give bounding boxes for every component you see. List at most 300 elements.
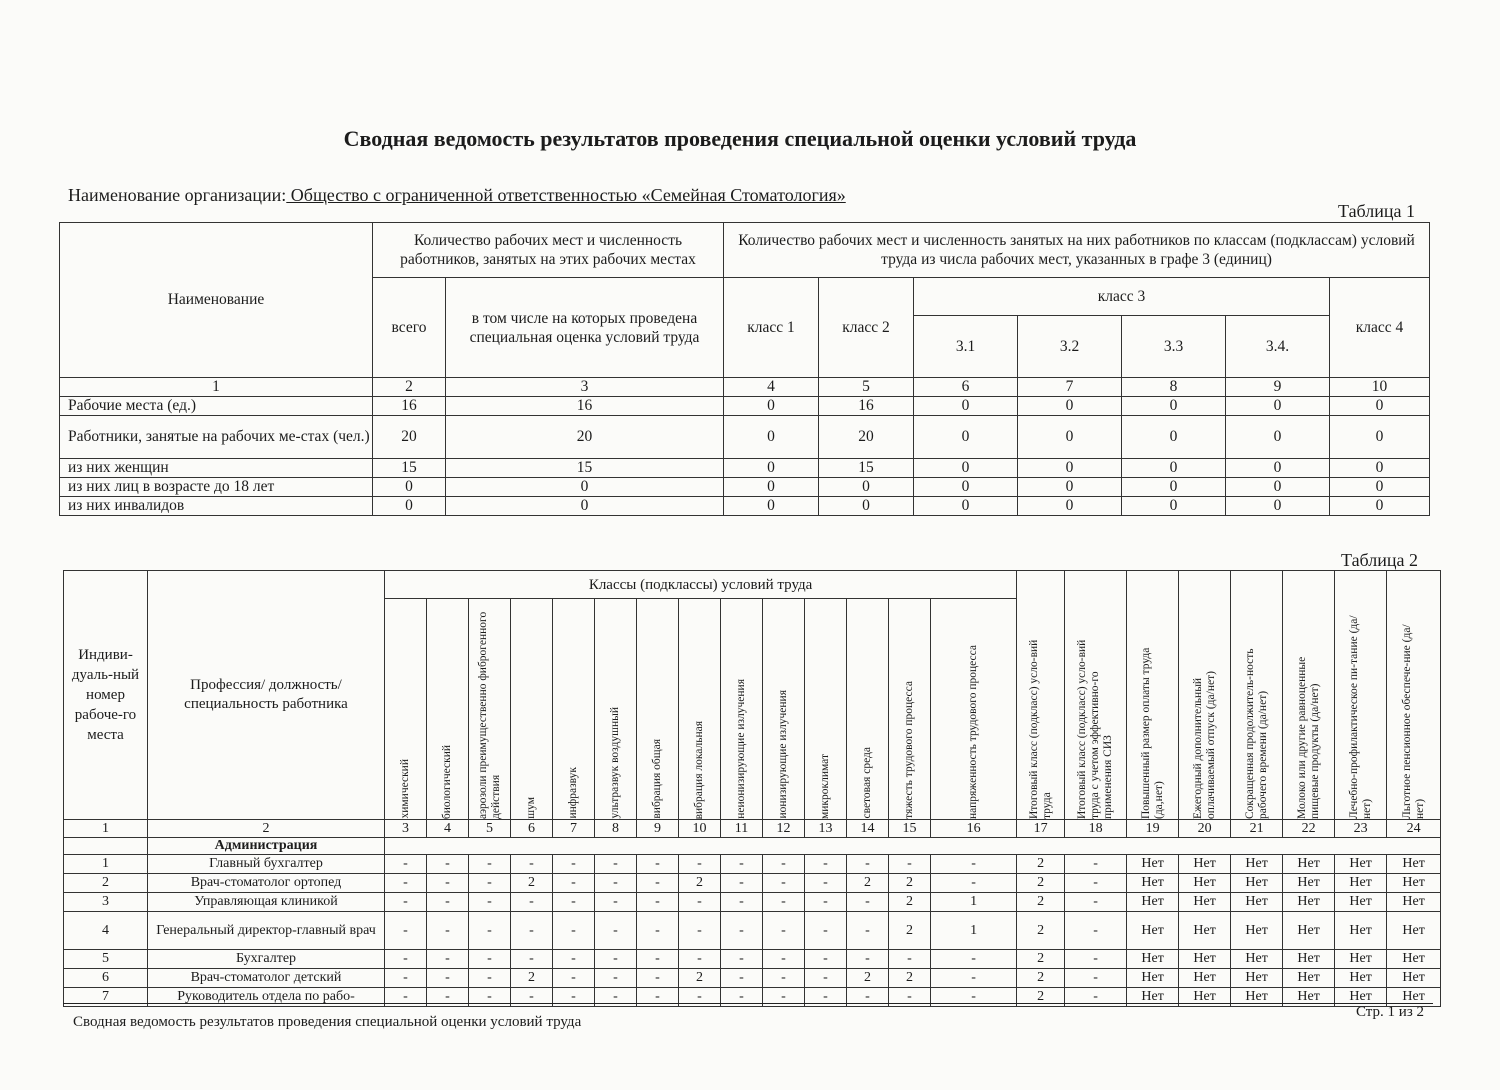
t1-cell: 20 [446,416,724,459]
t2-cell: - [889,950,931,969]
t2-cell: - [553,988,595,1007]
t2-header-extra-18: Итоговый класс (подкласс) усло-вий труда с учетом эффективно-го применения СИЗ [1065,571,1127,820]
t1-header-group-a: Количество рабочих мест и численность работников, занятых на этих рабочих местах [373,223,724,278]
t1-col-number: 3 [446,378,724,397]
t2-col-number: 16 [931,820,1017,838]
t2-cell: - [595,912,637,950]
t2-cell: 2 [1017,874,1065,893]
t2-cell: Нет [1127,912,1179,950]
t1-cell: 15 [819,459,914,478]
t1-col-number: 10 [1330,378,1430,397]
t2-factor-label: ультразвук воздушный [609,707,621,819]
t2-cell: - [679,912,721,950]
t2-cell: 1 [931,912,1017,950]
t2-cell: - [469,969,511,988]
t1-cell: 0 [1122,416,1226,459]
t2-cell: 2 [1017,912,1065,950]
t2-col-number: 23 [1335,820,1387,838]
t1-row [60,497,1430,516]
t2-col-number: 20 [1179,820,1231,838]
t2-cell: - [1065,855,1127,874]
t2-cell: 2 [511,874,553,893]
t2-cell: - [469,988,511,1007]
t2-header-extra-17: Итоговый класс (подкласс) усло-вий труда [1017,571,1065,820]
t2-factor-label: ионизирующие излучения [777,690,789,819]
t2-cell: - [847,855,889,874]
t2-header-extra-24: Льготное пенсионное обеспече-ние (да/нет) [1387,571,1441,820]
t2-cell: - [847,893,889,912]
t2-cell: - [385,893,427,912]
t2-row-profession: Бухгалтер [148,950,385,969]
t2-cell: - [931,874,1017,893]
t1-cell: 0 [724,497,819,516]
t2-col-number: 24 [1387,820,1441,838]
t2-cell: - [511,893,553,912]
t2-row-id: 6 [64,969,148,988]
t2-cell: Нет [1231,950,1283,969]
t1-cell: 20 [819,416,914,459]
t1-row-label: из них инвалидов [60,497,373,516]
t2-cell: - [511,855,553,874]
t2-factor-label: напряженность трудового процесса [967,645,980,819]
t1-cell: 0 [446,478,724,497]
t2-factor-label: вибрация локальная [693,720,705,819]
t2-cell: - [721,855,763,874]
t2-cell: 2 [1017,969,1065,988]
t2-cell: - [805,912,847,950]
t2-col-number: 18 [1065,820,1127,838]
t2-cell: - [1065,912,1127,950]
t2-cell: - [595,950,637,969]
t2-cell: Нет [1283,950,1335,969]
document-title: Сводная ведомость результатов проведения специальной оценки условий труда [343,126,1137,151]
t2-header-id: Индиви-дуаль-ный номер рабоче-го места [64,571,148,820]
t1-cell: 0 [373,478,446,497]
t2-row-id: 7 [64,988,148,1007]
t1-cell: 0 [1226,459,1330,478]
t2-cell: - [595,874,637,893]
t2-factor-header [637,599,679,820]
t2-row-id: 3 [64,893,148,912]
t2-factor-header [553,599,595,820]
t2-cell: Нет [1335,874,1387,893]
t2-cell: - [805,969,847,988]
t2-factor-label: световая среда [861,747,873,819]
t1-row [60,459,1430,478]
table1-caption: Таблица 1 [1338,201,1415,221]
t2-cell: - [721,969,763,988]
t2-cell: - [637,893,679,912]
t2-factor-label: микроклимат [819,753,831,819]
t2-cell: - [511,912,553,950]
t2-col-number: 22 [1283,820,1335,838]
t2-col-number: 21 [1231,820,1283,838]
t1-cell: 0 [1330,497,1430,516]
t2-cell: Нет [1387,893,1441,912]
t2-cell: Нет [1335,912,1387,950]
t2-cell: - [385,950,427,969]
t2-cell: Нет [1127,969,1179,988]
t2-cell: Нет [1335,969,1387,988]
t2-factor-header [805,599,847,820]
t1-cell: 0 [1226,478,1330,497]
t2-cell: - [427,893,469,912]
t2-cell: Нет [1231,988,1283,1007]
t1-cell: 0 [914,478,1018,497]
t2-cell: - [553,912,595,950]
t2-cell: Нет [1387,912,1441,950]
t2-cell: 2 [511,969,553,988]
t2-cell: Нет [1335,950,1387,969]
t2-factor-label: неионизирующие излучения [735,679,747,819]
t2-cell: - [427,874,469,893]
t2-col-number: 10 [679,820,721,838]
t2-cell: Нет [1283,969,1335,988]
t1-row-label: из них женщин [60,459,373,478]
t1-cell: 0 [1018,416,1122,459]
t1-cell: 16 [819,397,914,416]
t2-cell: - [427,950,469,969]
t2-cell: 2 [847,969,889,988]
t1-cell: 0 [724,416,819,459]
t1-cell: 16 [446,397,724,416]
t1-row [60,478,1430,497]
t2-column-numbers [64,820,1441,838]
t2-cell: - [1065,988,1127,1007]
t2-header-extra-21: Сокращенная продолжитель-ность рабочего времени (да/нет) [1231,571,1283,820]
t2-col-number: 14 [847,820,889,838]
t1-cell: 20 [373,416,446,459]
t2-row [64,969,1441,988]
t2-cell: Нет [1231,893,1283,912]
t2-factor-header [511,599,553,820]
t2-cell: Нет [1283,874,1335,893]
t1-cell: 0 [819,478,914,497]
t2-cell: - [637,950,679,969]
page-number: Стр. 1 из 2 [1356,1004,1424,1020]
t1-row-label: Рабочие места (ед.) [60,397,373,416]
t1-col-number: 1 [60,378,373,397]
t2-col-number: 4 [427,820,469,838]
t2-cell: - [721,950,763,969]
t1-cell: 0 [1122,459,1226,478]
t2-cell: Нет [1127,874,1179,893]
t2-cell: Нет [1179,988,1231,1007]
t2-cell: - [427,988,469,1007]
t2-cell: - [637,855,679,874]
t2-row-profession: Руководитель отдела по рабо- [148,988,385,1007]
t2-cell: Нет [1179,874,1231,893]
t1-cell: 0 [373,497,446,516]
t2-cell: - [1065,874,1127,893]
t2-cell: - [763,969,805,988]
t2-factor-header [763,599,805,820]
t1-col-number: 5 [819,378,914,397]
workplace-table [63,570,1441,1007]
t2-cell: Нет [1283,912,1335,950]
t2-cell: 2 [889,969,931,988]
t2-cell: 2 [889,874,931,893]
t1-cell: 0 [1018,478,1122,497]
t2-cell: 1 [931,893,1017,912]
t2-cell: Нет [1231,855,1283,874]
t1-cell: 0 [1018,397,1122,416]
t2-cell: - [553,893,595,912]
t1-header-3-3: 3.3 [1122,316,1226,378]
t2-cell: 2 [679,874,721,893]
t2-cell: 2 [1017,893,1065,912]
t2-cell: - [511,988,553,1007]
t2-cell: - [427,969,469,988]
t2-col-number: 1 [64,820,148,838]
t2-factor-header [931,599,1017,820]
t2-col-number: 19 [1127,820,1179,838]
t2-factor-header [469,599,511,820]
t2-factor-label: аэрозоли преимущественно фиброгенного действия [476,611,502,819]
t2-cell: - [931,969,1017,988]
t2-cell: Нет [1335,893,1387,912]
t2-factor-header [889,599,931,820]
t1-header-group-b: Количество рабочих мест и численность занятых на них работников по классам (подклассам) условий труда из числа рабочих мест, указанных в графе 3 (единиц) [724,223,1430,278]
t2-header-classes: Классы (подклассы) условий труда [385,571,1017,599]
t2-header-extra-23: Лечебно-профилактическое пи-тание (да/нет) [1335,571,1387,820]
t2-cell: Нет [1127,988,1179,1007]
t2-cell: - [385,988,427,1007]
t2-factor-header [721,599,763,820]
t2-cell: - [553,874,595,893]
t2-cell: - [805,988,847,1007]
t2-cell: - [637,912,679,950]
t2-cell: Нет [1387,969,1441,988]
t1-cell: 15 [446,459,724,478]
t2-cell: Нет [1231,874,1283,893]
t2-col-number: 3 [385,820,427,838]
t1-cell: 0 [914,397,1018,416]
t2-factor-header [595,599,637,820]
t2-section-title: Администрация [148,838,385,855]
t1-header-3-4: 3.4. [1226,316,1330,378]
t2-header-extra-22: Молоко или другие равноценные пищевые продукты (да/нет) [1283,571,1335,820]
t2-cell: - [763,988,805,1007]
t2-cell: - [553,950,595,969]
t2-col-number: 2 [148,820,385,838]
t2-factor-label: биологический [441,744,453,819]
t2-factor-label: химический [399,759,411,819]
t1-cell: 0 [724,397,819,416]
t2-col-number: 6 [511,820,553,838]
t1-header-3-1: 3.1 [914,316,1018,378]
t1-cell: 0 [1226,497,1330,516]
t2-cell: - [721,912,763,950]
t2-cell: 2 [1017,988,1065,1007]
t1-cell: 0 [724,459,819,478]
t2-cell: - [679,950,721,969]
t2-cell: - [763,912,805,950]
t2-col-number: 5 [469,820,511,838]
t2-cell: - [1065,969,1127,988]
t2-cell: - [805,874,847,893]
t2-col-number: 13 [805,820,847,838]
t2-cell: - [889,988,931,1007]
t2-cell: - [931,950,1017,969]
t2-cell: - [805,855,847,874]
t2-cell: - [469,874,511,893]
t2-cell: Нет [1335,855,1387,874]
t1-cell: 0 [819,497,914,516]
t2-cell: - [385,969,427,988]
t2-cell: - [427,912,469,950]
t1-cell: 16 [373,397,446,416]
t2-cell: - [595,893,637,912]
t2-cell: - [763,950,805,969]
t2-cell: Нет [1387,950,1441,969]
t2-factor-label: инфразвук [567,767,579,819]
t2-row [64,893,1441,912]
t1-cell: 0 [1018,497,1122,516]
t1-cell: 0 [446,497,724,516]
t2-cell: - [1065,893,1127,912]
t2-cell: - [847,950,889,969]
t2-col-number: 7 [553,820,595,838]
t2-cell: - [511,950,553,969]
t1-header-class2: класс 2 [819,278,914,378]
t1-cell: 0 [1226,397,1330,416]
t1-row-label: Работники, занятые на рабочих ме-стах (чел.) [60,416,373,459]
t2-cell: Нет [1387,874,1441,893]
t1-cell: 0 [1330,459,1430,478]
summary-table [59,222,1430,516]
table2-caption: Таблица 2 [1341,550,1418,570]
t2-row-id: 5 [64,950,148,969]
t2-cell: 2 [679,969,721,988]
t2-section-row [64,838,1441,855]
t2-cell: 2 [1017,855,1065,874]
organization-label: Наименование организации: [68,185,287,205]
t2-cell: Нет [1179,912,1231,950]
t2-cell: - [385,855,427,874]
t2-cell: - [805,950,847,969]
t1-column-numbers [60,378,1430,397]
t1-header-class3: класс 3 [914,278,1330,316]
footer-text: Сводная ведомость результатов проведения специальной оценки условий труда [73,1014,582,1030]
t1-cell: 0 [1330,397,1430,416]
t2-cell: - [637,988,679,1007]
t2-cell: Нет [1283,988,1335,1007]
t2-row-id: 1 [64,855,148,874]
t2-row-id: 4 [64,912,148,950]
t2-cell: - [679,893,721,912]
t1-header-3-2: 3.2 [1018,316,1122,378]
t2-cell: Нет [1127,855,1179,874]
t2-cell: - [553,855,595,874]
t2-cell: - [469,855,511,874]
t2-cell: 2 [889,893,931,912]
t2-cell: 2 [889,912,931,950]
t1-cell: 0 [1330,478,1430,497]
t2-cell: - [385,912,427,950]
t2-cell: - [721,893,763,912]
t1-cell: 15 [373,459,446,478]
t2-cell: Нет [1283,893,1335,912]
t2-cell: Нет [1127,893,1179,912]
t2-cell: - [931,855,1017,874]
t2-cell: - [763,855,805,874]
t1-col-number: 8 [1122,378,1226,397]
t2-cell: - [469,912,511,950]
t2-cell: Нет [1387,988,1441,1007]
t1-cell: 0 [1122,478,1226,497]
t2-factor-header [385,599,427,820]
t2-col-number: 17 [1017,820,1065,838]
t2-col-number: 11 [721,820,763,838]
t2-cell: - [931,988,1017,1007]
t1-cell: 0 [1226,416,1330,459]
t2-cell: Нет [1179,969,1231,988]
t1-row [60,397,1430,416]
t1-header-name: Наименование [60,223,373,378]
t2-factor-header [679,599,721,820]
organization-name: Общество с ограниченной ответственностью «Семейная Стоматология» [286,185,846,205]
t2-cell: Нет [1283,855,1335,874]
t2-row-id: 2 [64,874,148,893]
t1-col-number: 2 [373,378,446,397]
t2-header-profession: Профессия/ должность/ специальность работника [148,571,385,820]
t2-row-profession: Врач-стоматолог ортопед [148,874,385,893]
t1-header-total: всего [373,278,446,378]
t2-cell: Нет [1127,950,1179,969]
t2-row-profession: Врач-стоматолог детский [148,969,385,988]
t1-cell: 0 [1122,397,1226,416]
t1-cell: 0 [1122,497,1226,516]
t1-header-assessed: в том числе на которых проведена специальная оценка условий труда [446,278,724,378]
t2-cell: - [805,893,847,912]
t2-factor-label: шум [525,797,537,819]
t2-cell: - [469,950,511,969]
t2-cell: Нет [1179,950,1231,969]
t2-cell: - [763,893,805,912]
t1-cell: 0 [914,497,1018,516]
t2-cell: - [763,874,805,893]
t2-cell: - [637,874,679,893]
t2-cell: Нет [1179,893,1231,912]
t1-cell: 0 [914,459,1018,478]
t2-cell: 2 [847,874,889,893]
t2-header-extra-20: Ежегодный дополнительный оплачиваемый отпуск (да/нет) [1179,571,1231,820]
t2-factor-header [847,599,889,820]
t2-cell: Нет [1231,912,1283,950]
t2-cell: - [679,988,721,1007]
t1-cell: 0 [1330,416,1430,459]
t2-col-number: 8 [595,820,637,838]
t2-cell: - [721,988,763,1007]
t1-col-number: 9 [1226,378,1330,397]
t2-col-number: 15 [889,820,931,838]
t2-cell: 2 [1017,950,1065,969]
t2-row [64,874,1441,893]
t1-cell: 0 [1018,459,1122,478]
t1-row [60,416,1430,459]
t1-col-number: 7 [1018,378,1122,397]
t2-cell: - [847,912,889,950]
t2-factor-label: вибрация общая [651,739,663,819]
t2-row-profession: Генеральный директор-главный врач [148,912,385,950]
t2-row [64,912,1441,950]
t2-header-extra-19: Повышенный размер оплаты труда (да,нет) [1127,571,1179,820]
t2-cell: - [679,855,721,874]
t2-row [64,950,1441,969]
t2-factor-label: тяжесть трудового процесса [903,681,915,819]
t2-cell: - [427,855,469,874]
